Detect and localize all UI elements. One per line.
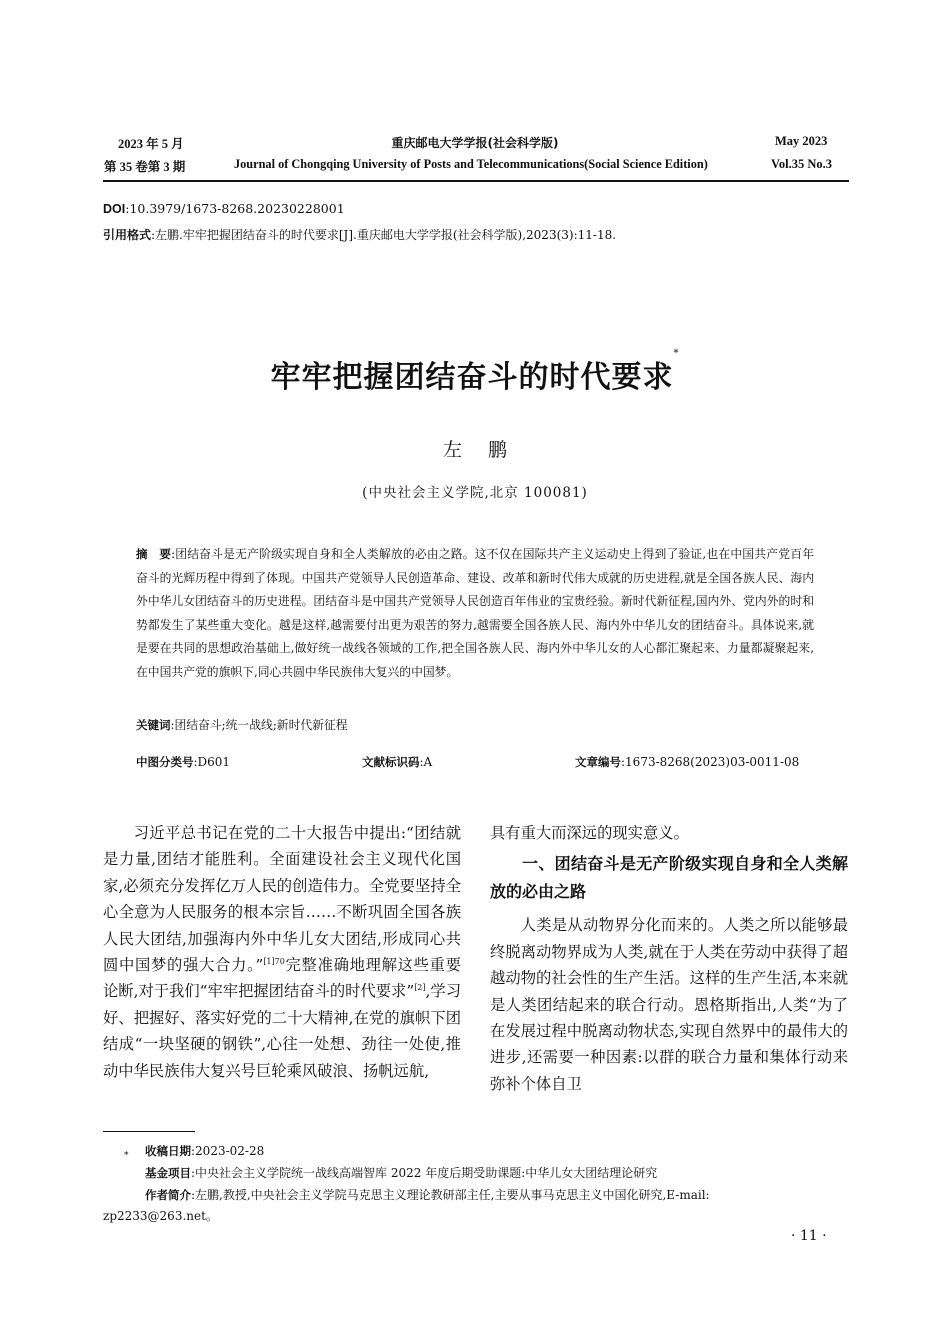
received-value: :2023-02-28 — [191, 1144, 265, 1158]
header-journal-cn: 重庆邮电大学学报(社会科学版) — [391, 136, 559, 150]
citation-value: :左鹏.牢牢把握团结奋斗的时代要求[J].重庆邮电大学学报(社会科学版),2023(3):11-18. — [151, 228, 617, 242]
keywords-text: :团结奋斗;统一战线;新时代新征程 — [170, 718, 348, 732]
article-title-text: 牢牢把握团结奋斗的时代要求 — [270, 360, 674, 395]
abstract-label: 摘 要 — [136, 547, 172, 561]
body-right-column — [490, 820, 848, 1097]
footnote-mark: * — [124, 1151, 129, 1161]
header-volume-cn: 第 35 卷第 3 期 — [104, 160, 186, 174]
header-date-en: May 2023 — [775, 134, 828, 148]
received-date — [145, 1141, 264, 1162]
abstract — [136, 543, 814, 684]
article-number-label: 文章编号 — [575, 755, 621, 769]
body-paragraph: 人类是从动物界分化而来的。人类之所以能够最终脱离动物界成为人类,就在于人类在劳动中获得了超越动物的社会性的生产生活。这样的生产生活,本来就是人类团结起来的联合行动。恩格斯指出,人类“为了在发展过程中脱离动物状态,实现自然界中的最伟大的进步,还需要一种因素:以群的联合力量和集体行动来弥补个体自卫 — [490, 916, 848, 1093]
received-label: 收稿日期 — [145, 1144, 191, 1158]
header-volume-en: Vol.35 No.3 — [771, 157, 833, 171]
document-code — [362, 754, 432, 770]
doi-label: DOI — [103, 202, 126, 216]
author-email: zp2233@263.net。 — [103, 1209, 218, 1223]
body-paragraph-continued: 具有重大而深远的现实意义。 — [490, 824, 689, 842]
body-left-column — [103, 820, 461, 1084]
keywords-label: 关键词 — [136, 718, 171, 732]
body-text: ,学习好、把握好、落实好党的二十大精神,在党的旗帜下团结成“一块坚硬的钢铁”,心往一处想、劲往一处使,推动中华民族伟大复兴号巨轮乘风破浪、扬帆远航, — [103, 982, 461, 1080]
article-number — [575, 754, 799, 770]
citation-line — [103, 226, 616, 243]
citation-ref: [1]70 — [263, 957, 285, 967]
citation-ref: [2] — [414, 983, 426, 993]
article-title — [0, 348, 950, 396]
header-date-cn: 2023 年 5 月 — [118, 137, 184, 151]
title-footnote-mark: * — [673, 348, 680, 359]
page-number: · 11 · — [791, 1228, 827, 1244]
doi-line — [103, 201, 345, 216]
header-journal-en: Journal of Chongqing University of Posts and Telecommunications(Social Science Edition) — [234, 157, 708, 171]
author-bio — [145, 1185, 710, 1206]
author-name: 左鹏 — [442, 439, 533, 461]
affiliation: (中央社会主义学院,北京 100081) — [362, 485, 588, 501]
citation-label: 引用格式 — [103, 228, 152, 242]
doc-code-label: 文献标识码 — [362, 755, 420, 769]
section-heading: 一、团结奋斗是无产阶级实现自身和全人类解放的必由之路 — [490, 854, 848, 902]
clc-number — [136, 754, 230, 770]
body-text: 完整准确地理解这些重要论断,对于我们“牢牢把握团结奋斗的时代要求” — [103, 956, 461, 1001]
clc-value: :D601 — [193, 755, 231, 769]
doi-value: :10.3979/1673-8268.20230228001 — [125, 201, 345, 216]
bio-value: :左鹏,教授,中央社会主义学院马克思主义理论教研部主任,主要从事马克思主义中国化研究,E-mail: — [191, 1188, 710, 1202]
doc-code-value: :A — [419, 755, 433, 769]
body-text: 习近平总书记在党的二十大报告中提出:“团结就是力量,团结才能胜利。全面建设社会主义现代化国家,必须充分发挥亿万人民的创造伟力。全党要坚持全心全意为人民服务的根本宗旨……不断巩固全国各族人民大团结,加强海内外中华儿女大团结,形成同心共圆中国梦的强大合力。” — [103, 824, 461, 975]
bio-label: 作者简介 — [145, 1188, 191, 1202]
article-number-value: :1673-8268(2023)03-0011-08 — [621, 755, 800, 769]
fund-value: :中央社会主义学院统一战线高端智库 2022 年度后期受助课题:中华儿女大团结理论研究 — [191, 1166, 658, 1180]
clc-label: 中图分类号 — [136, 755, 194, 769]
abstract-text: :团结奋斗是无产阶级实现自身和全人类解放的必由之路。这不仅在国际共产主义运动史上得到了验证,也在中国共产党百年奋斗的光辉历程中得到了体现。中国共产党领导人民创造革命、建设、改革和新时代伟大成就的历史进程,就是全国各族人民、海内外中华儿女团结奋斗的历史进程。团结奋斗是中国共产党领导人民创造百年伟业的宝贵经验。新时代新征程,国内外、党内外的时和势都发生了某些重大变化。越是这样,越需要付出更为艰苦的努力,越需要全国各族人民、海内外中华儿女的团结奋斗。具体说来,就是要在共同的思想政治基础上,做好统一战线各领域的工作,把全国各族人民、海内外中华儿女的人心都汇聚起来、力量都凝聚起来,在中国共产党的旗帜下,同心共圆中华民族伟大复兴的中国梦。 — [136, 547, 815, 679]
fund-project — [145, 1163, 657, 1184]
fund-label: 基金项目 — [145, 1166, 191, 1180]
header-rule — [103, 180, 849, 182]
body-paragraph — [103, 820, 461, 1084]
keywords — [136, 714, 814, 738]
footnote-rule — [103, 1131, 195, 1132]
